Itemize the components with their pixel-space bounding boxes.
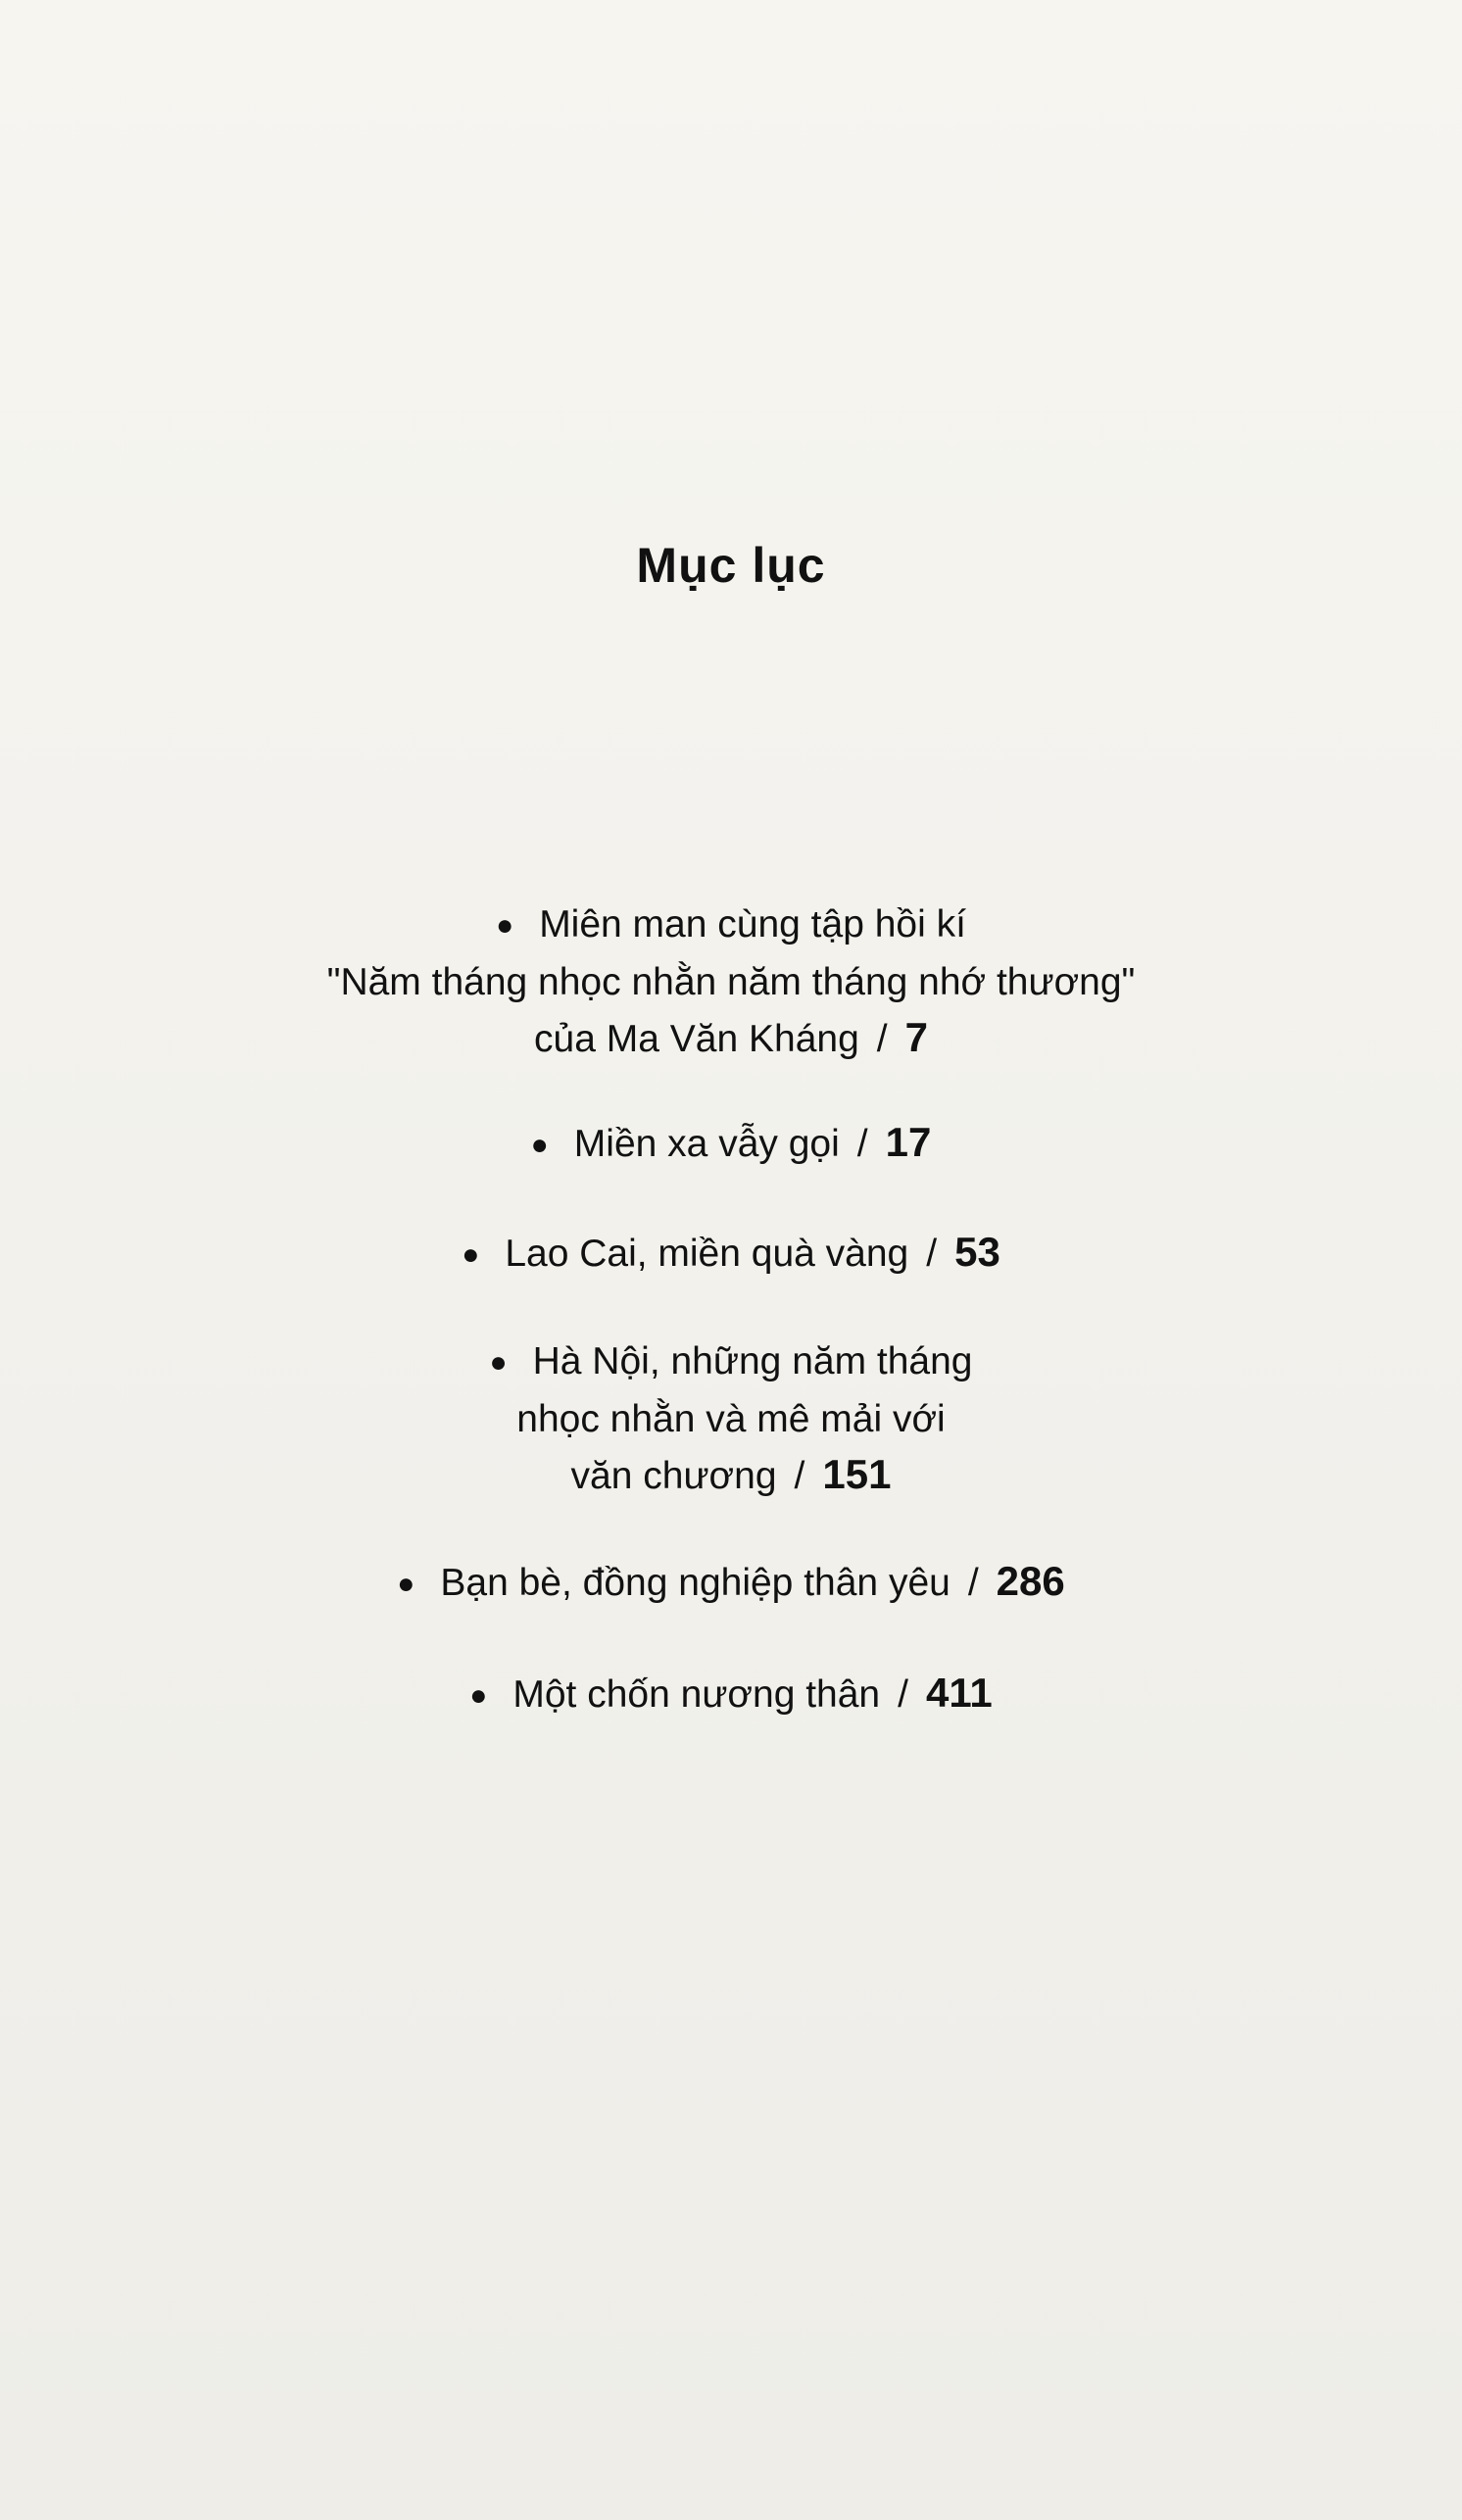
bullet-icon: ● <box>496 909 514 942</box>
toc-entry[interactable] <box>0 897 1462 1067</box>
bullet-icon: ● <box>489 1346 508 1379</box>
entry-line: văn chương / 151 <box>570 1451 892 1497</box>
entry-line: nhọc nhằn và mê mải với <box>516 1398 946 1440</box>
separator: / <box>856 1123 868 1165</box>
entry-line: của Ma Văn Kháng / 7 <box>534 1014 928 1060</box>
entry-line: ● Miền xa vẫy gọi / 17 <box>530 1119 932 1165</box>
entry-line: ● Một chốn nương thân / 411 <box>469 1670 993 1716</box>
toc-title: Mục lục <box>636 538 826 593</box>
toc-entry[interactable] <box>0 1666 1462 1725</box>
bullet-icon: ● <box>530 1129 549 1161</box>
bullet-icon: ● <box>397 1568 415 1600</box>
page-number: 17 <box>885 1119 932 1165</box>
page-number: 53 <box>954 1229 1000 1275</box>
bullet-icon: ● <box>469 1679 488 1712</box>
toc-entry[interactable] <box>0 1115 1462 1175</box>
page-number: 286 <box>996 1558 1065 1604</box>
entry-line: ● Lao Cai, miền quà vàng / 53 <box>462 1229 1000 1275</box>
entry-line: "Năm tháng nhọc nhằn năm tháng nhớ thương" <box>326 961 1136 1003</box>
toc-entry[interactable] <box>0 1334 1462 1504</box>
separator: / <box>898 1673 908 1716</box>
bullet-icon: ● <box>462 1238 480 1271</box>
separator: / <box>926 1233 938 1275</box>
entry-line: ● Bạn bè, đồng nghiệp thân yêu / 286 <box>397 1558 1065 1604</box>
page-number: 7 <box>904 1014 928 1060</box>
page-number: 151 <box>822 1451 892 1497</box>
entry-line: ● Hà Nội, những năm tháng <box>489 1340 973 1382</box>
entry-line: ● Miên man cùng tập hồi kí <box>496 903 966 945</box>
page-number: 411 <box>925 1670 993 1716</box>
separator: / <box>794 1455 805 1497</box>
toc-entry[interactable] <box>0 1554 1462 1614</box>
toc-entry[interactable] <box>0 1225 1462 1284</box>
separator: / <box>967 1562 979 1604</box>
separator: / <box>876 1018 888 1060</box>
